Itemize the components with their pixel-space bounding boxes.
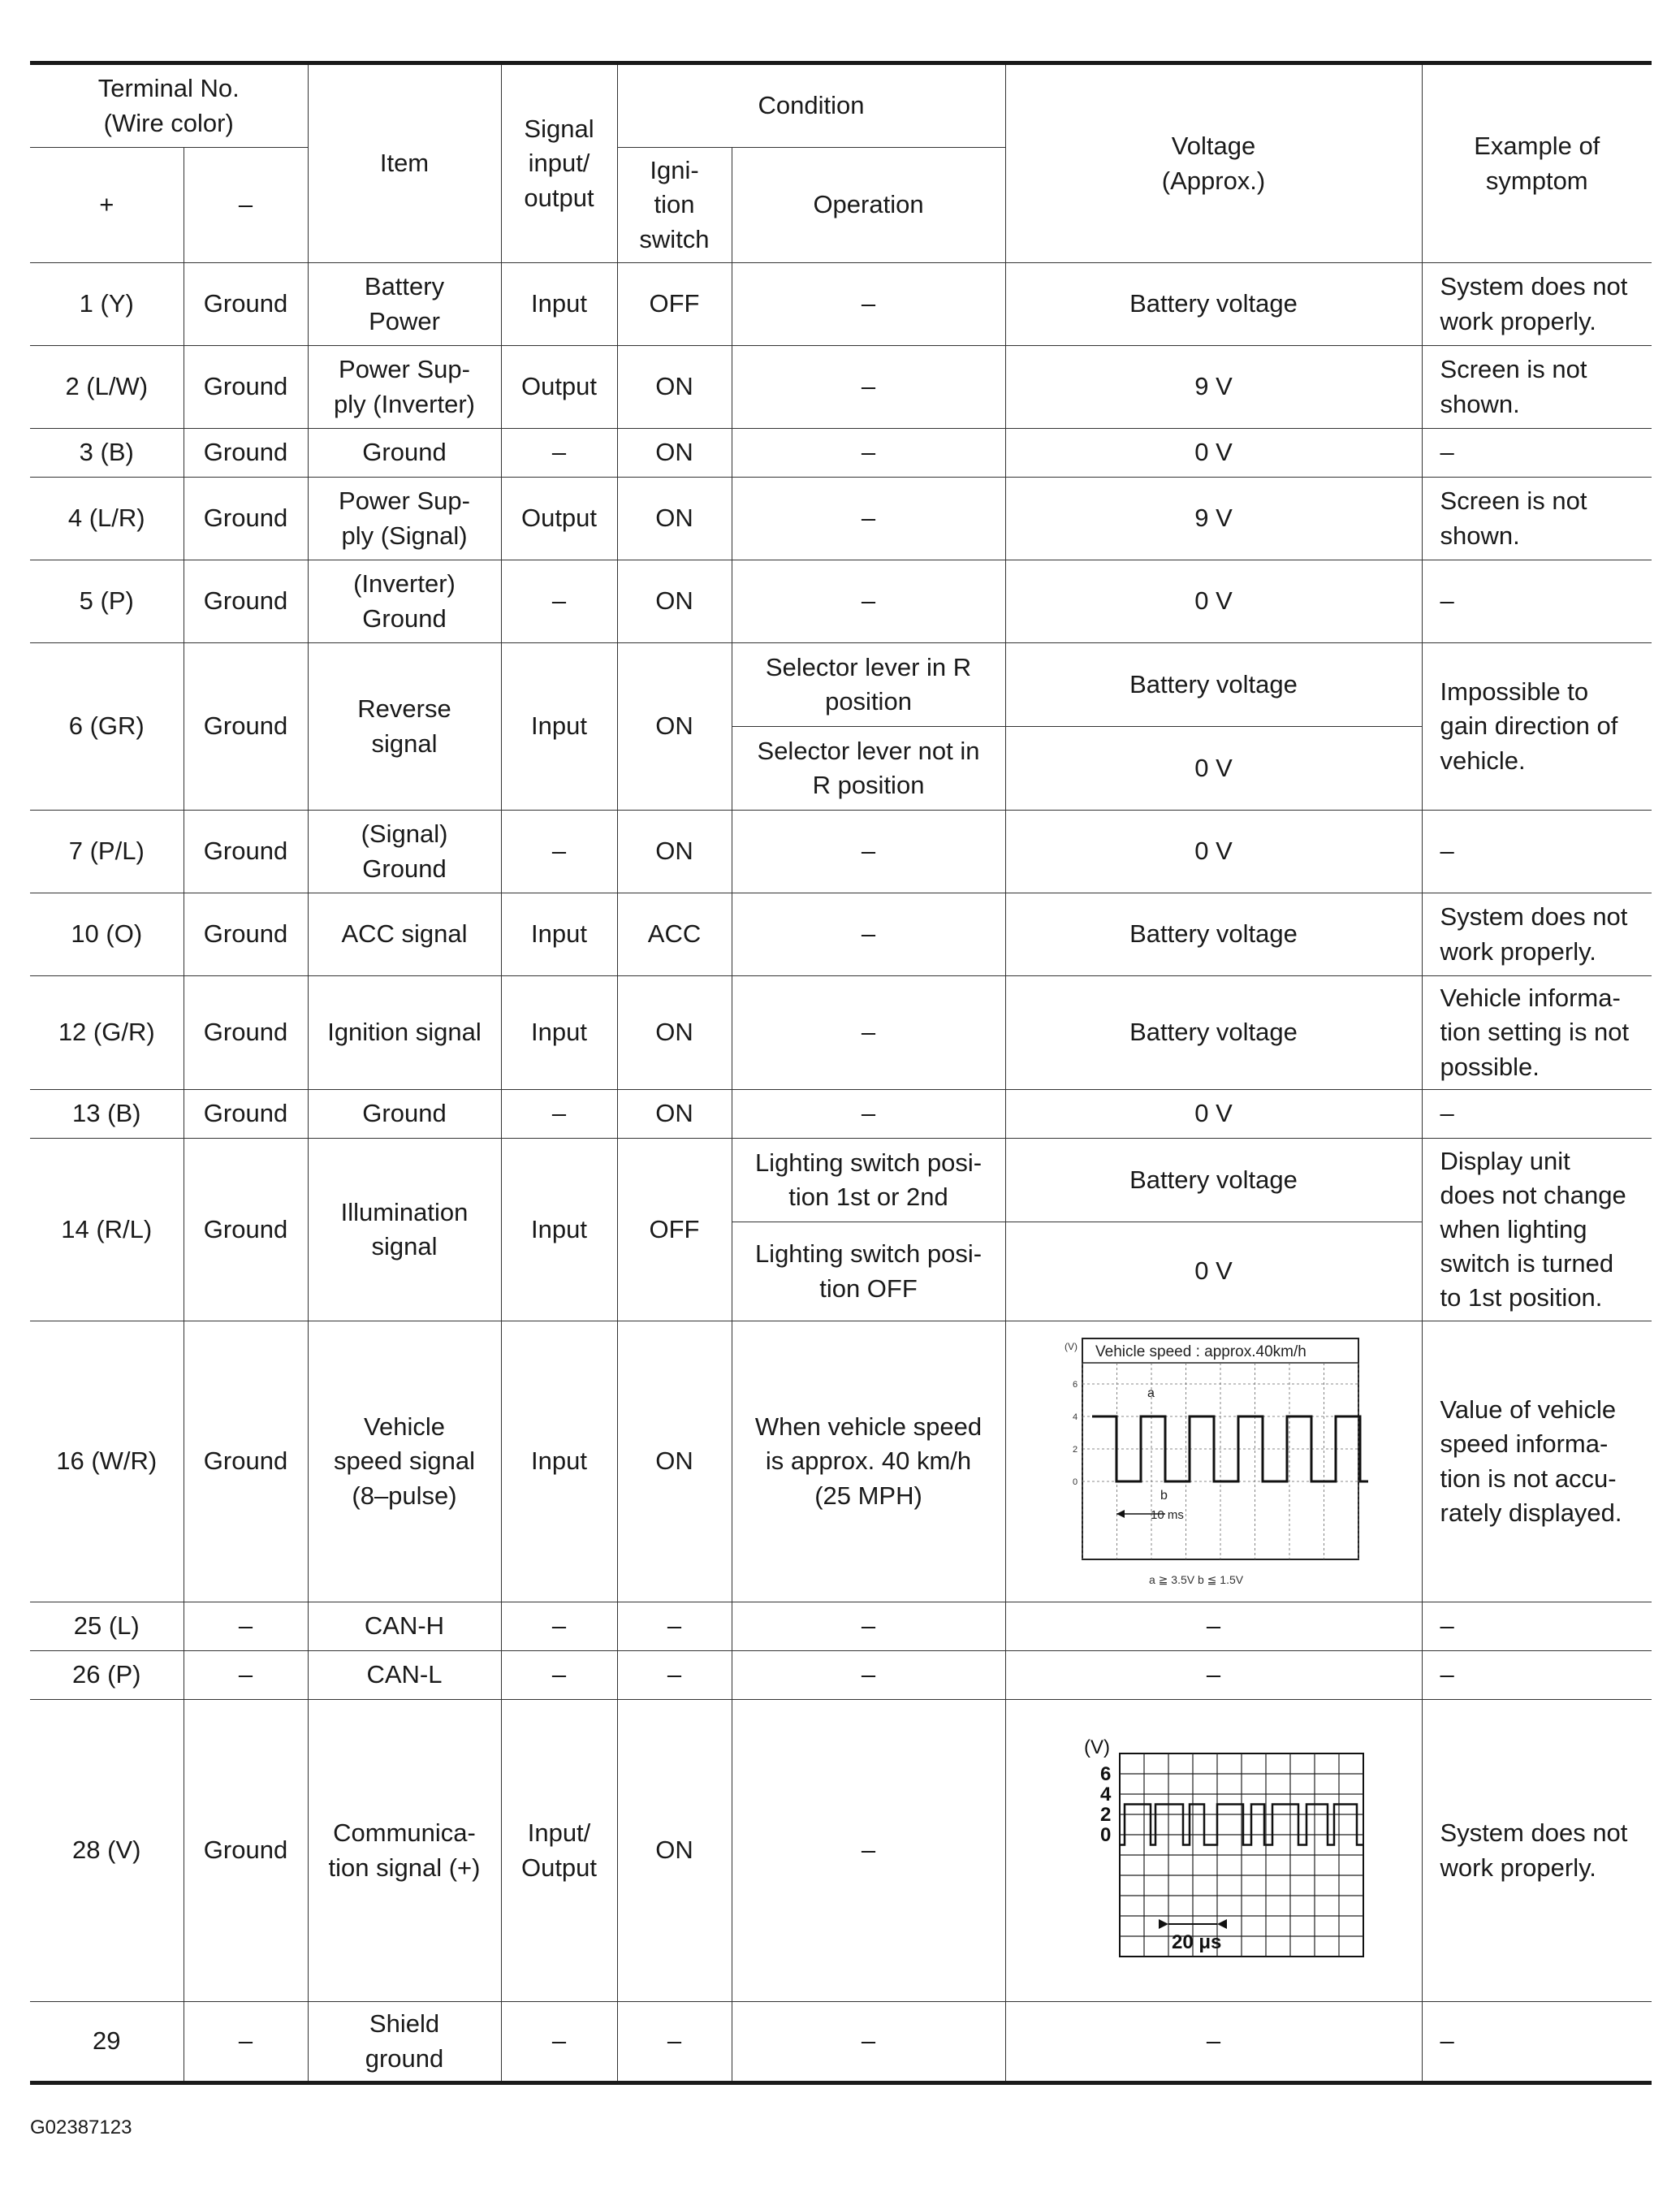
table-row xyxy=(30,1139,1652,1222)
cell-operation: – xyxy=(732,560,1005,643)
cell-ignition: OFF xyxy=(617,1139,732,1321)
cell-negative: – xyxy=(184,1602,308,1651)
waveform-comm xyxy=(1060,1729,1368,1973)
footer-code: G02387123 xyxy=(30,2117,132,2138)
cell-voltage: Battery voltage xyxy=(1005,1139,1422,1222)
cell-voltage: 9 V xyxy=(1005,346,1422,429)
cell-terminal: 26 (P) xyxy=(30,1651,184,1700)
cell-signal: – xyxy=(501,1090,617,1139)
cell-item: Reverse signal xyxy=(308,643,501,811)
table-row xyxy=(30,478,1652,560)
cell-operation: Selector lever in R position xyxy=(732,643,1005,727)
cell-negative: Ground xyxy=(184,1090,308,1139)
waveform-tick-label: 4 xyxy=(1072,1412,1078,1422)
cell-ignition: ACC xyxy=(617,893,732,976)
table-row xyxy=(30,429,1652,478)
cell-negative: – xyxy=(184,1651,308,1700)
header-terminal: Terminal No. (Wire color) xyxy=(30,63,308,148)
cell-voltage: – xyxy=(1005,1651,1422,1700)
cell-item: Vehicle speed signal (8–pulse) xyxy=(308,1321,501,1602)
cell-operation: – xyxy=(732,263,1005,346)
table-row xyxy=(30,2002,1652,2083)
cell-voltage: Battery voltage xyxy=(1005,976,1422,1090)
cell-operation: – xyxy=(732,1700,1005,2002)
cell-signal: – xyxy=(501,1651,617,1700)
cell-terminal: 13 (B) xyxy=(30,1090,184,1139)
cell-negative: Ground xyxy=(184,893,308,976)
cell-signal: – xyxy=(501,429,617,478)
waveform-tick-label: 6 xyxy=(1072,1379,1078,1390)
cell-symptom: System does not work properly. xyxy=(1422,893,1652,976)
table-row xyxy=(30,976,1652,1090)
cell-item: Shield ground xyxy=(308,2002,501,2083)
cell-signal: Output xyxy=(501,478,617,560)
waveform-title: Vehicle speed : approx.40km/h xyxy=(1095,1343,1306,1360)
table-row xyxy=(30,1321,1652,1602)
cell-operation: When vehicle speed is approx. 40 km/h (25 MPH) xyxy=(732,1321,1005,1602)
table-row xyxy=(30,1700,1652,2002)
cell-ignition: ON xyxy=(617,811,732,893)
cell-symptom: – xyxy=(1422,1602,1652,1651)
cell-symptom: – xyxy=(1422,1090,1652,1139)
cell-item: (Signal) Ground xyxy=(308,811,501,893)
cell-ignition: ON xyxy=(617,478,732,560)
cell-ignition: ON xyxy=(617,976,732,1090)
waveform-time-label: 20 μs xyxy=(1171,1931,1221,1953)
cell-signal: – xyxy=(501,2002,617,2083)
cell-signal: Input/ Output xyxy=(501,1700,617,2002)
cell-voltage: – xyxy=(1005,2002,1422,2083)
header-item: Item xyxy=(308,63,501,263)
cell-item: CAN-H xyxy=(308,1602,501,1651)
waveform-time-arrow xyxy=(1116,1510,1125,1518)
cell-terminal: 12 (G/R) xyxy=(30,976,184,1090)
cell-terminal: 14 (R/L) xyxy=(30,1139,184,1321)
table-row xyxy=(30,643,1652,727)
cell-operation: – xyxy=(732,976,1005,1090)
cell-operation: – xyxy=(732,1090,1005,1139)
cell-ignition: ON xyxy=(617,1321,732,1602)
cell-ignition: OFF xyxy=(617,263,732,346)
cell-terminal: 1 (Y) xyxy=(30,263,184,346)
waveform-unit: (V) xyxy=(1064,1340,1078,1352)
cell-signal: Input xyxy=(501,1321,617,1602)
waveform-time-arrow xyxy=(1217,1919,1227,1929)
cell-terminal: 29 xyxy=(30,2002,184,2083)
cell-voltage: Battery voltage xyxy=(1005,263,1422,346)
cell-terminal: 7 (P/L) xyxy=(30,811,184,893)
cell-terminal: 3 (B) xyxy=(30,429,184,478)
cell-operation: – xyxy=(732,1651,1005,1700)
table-row xyxy=(30,893,1652,976)
cell-voltage: 0 V xyxy=(1005,560,1422,643)
cell-voltage: Battery voltage xyxy=(1005,893,1422,976)
cell-symptom: Impossible to gain direction of vehicle. xyxy=(1422,643,1652,811)
cell-terminal: 4 (L/R) xyxy=(30,478,184,560)
waveform-unit: (V) xyxy=(1083,1736,1110,1758)
cell-operation: – xyxy=(732,346,1005,429)
cell-item: Illumination signal xyxy=(308,1139,501,1321)
cell-item: CAN-L xyxy=(308,1651,501,1700)
cell-ignition: ON xyxy=(617,346,732,429)
cell-symptom: System does not work properly. xyxy=(1422,263,1652,346)
cell-signal: – xyxy=(501,1602,617,1651)
cell-item: (Inverter) Ground xyxy=(308,560,501,643)
cell-operation: – xyxy=(732,1602,1005,1651)
cell-operation: Lighting switch posi- tion OFF xyxy=(732,1222,1005,1321)
waveform-speed xyxy=(1060,1332,1368,1592)
cell-negative: Ground xyxy=(184,1700,308,2002)
cell-symptom: – xyxy=(1422,811,1652,893)
cell-item: Ground xyxy=(308,429,501,478)
cell-voltage: Battery voltage xyxy=(1005,643,1422,727)
cell-symptom: Screen is not shown. xyxy=(1422,478,1652,560)
cell-voltage: 0 V xyxy=(1005,1090,1422,1139)
waveform-label-b: b xyxy=(1160,1488,1168,1503)
cell-negative: Ground xyxy=(184,976,308,1090)
cell-operation: – xyxy=(732,2002,1005,2083)
cell-item: Ground xyxy=(308,1090,501,1139)
cell-symptom: – xyxy=(1422,2002,1652,2083)
cell-operation: – xyxy=(732,478,1005,560)
cell-item: Power Sup- ply (Signal) xyxy=(308,478,501,560)
cell-negative: Ground xyxy=(184,1139,308,1321)
cell-ignition: ON xyxy=(617,1700,732,2002)
cell-ignition: ON xyxy=(617,643,732,811)
cell-voltage: 9 V xyxy=(1005,478,1422,560)
cell-symptom: – xyxy=(1422,429,1652,478)
header-condition: Condition xyxy=(617,63,1005,148)
cell-negative: Ground xyxy=(184,560,308,643)
cell-symptom: – xyxy=(1422,560,1652,643)
cell-voltage: 0 V xyxy=(1005,811,1422,893)
header-operation: Operation xyxy=(732,148,1005,263)
cell-voltage-waveform xyxy=(1005,1700,1422,2002)
cell-symptom: System does not work properly. xyxy=(1422,1700,1652,2002)
table-row xyxy=(30,346,1652,429)
waveform-tick-label: 6 xyxy=(1099,1762,1111,1785)
cell-terminal: 28 (V) xyxy=(30,1700,184,2002)
cell-symptom: Display unit does not change when lighting switch is turned to 1st position. xyxy=(1422,1139,1652,1321)
cell-operation: – xyxy=(732,893,1005,976)
cell-negative: Ground xyxy=(184,263,308,346)
waveform-time-label: 10 ms xyxy=(1150,1507,1184,1522)
cell-operation: Lighting switch posi- tion 1st or 2nd xyxy=(732,1139,1005,1222)
cell-operation: – xyxy=(732,811,1005,893)
waveform-time-arrow xyxy=(1159,1919,1168,1929)
cell-item: Battery Power xyxy=(308,263,501,346)
cell-signal: Input xyxy=(501,893,617,976)
cell-terminal: 10 (O) xyxy=(30,893,184,976)
cell-item: Power Sup- ply (Inverter) xyxy=(308,346,501,429)
cell-voltage: 0 V xyxy=(1005,1222,1422,1321)
cell-voltage-waveform xyxy=(1005,1321,1422,1602)
waveform-tick-label: 0 xyxy=(1072,1477,1078,1487)
terminal-table xyxy=(30,61,1652,2085)
header-voltage: Voltage (Approx.) xyxy=(1005,63,1422,263)
cell-item: Ignition signal xyxy=(308,976,501,1090)
cell-operation: – xyxy=(732,429,1005,478)
cell-ignition: – xyxy=(617,2002,732,2083)
table-row xyxy=(30,1602,1652,1651)
waveform-tick-label: 4 xyxy=(1099,1783,1111,1805)
cell-ignition: ON xyxy=(617,560,732,643)
cell-terminal: 5 (P) xyxy=(30,560,184,643)
cell-negative: Ground xyxy=(184,1321,308,1602)
cell-operation: Selector lever not in R position xyxy=(732,727,1005,811)
cell-terminal: 6 (GR) xyxy=(30,643,184,811)
waveform-label-a: a xyxy=(1147,1386,1155,1400)
waveform-tick-label: 0 xyxy=(1099,1823,1111,1846)
cell-negative: Ground xyxy=(184,643,308,811)
cell-signal: – xyxy=(501,811,617,893)
cell-voltage: 0 V xyxy=(1005,727,1422,811)
table-row xyxy=(30,811,1652,893)
cell-symptom: Screen is not shown. xyxy=(1422,346,1652,429)
cell-ignition: ON xyxy=(617,429,732,478)
cell-signal: – xyxy=(501,560,617,643)
header-symptom: Example of symptom xyxy=(1422,63,1652,263)
cell-negative: – xyxy=(184,2002,308,2083)
cell-ignition: – xyxy=(617,1602,732,1651)
cell-symptom: – xyxy=(1422,1651,1652,1700)
header-ignition: Igni- tion switch xyxy=(617,148,732,263)
cell-symptom: Vehicle informa- tion setting is not possible. xyxy=(1422,976,1652,1090)
cell-ignition: – xyxy=(617,1651,732,1700)
cell-signal: Input xyxy=(501,263,617,346)
cell-negative: Ground xyxy=(184,811,308,893)
cell-signal: Input xyxy=(501,643,617,811)
waveform-caption: a ≧ 3.5V b ≦ 1.5V xyxy=(1148,1572,1243,1586)
cell-voltage: – xyxy=(1005,1602,1422,1651)
cell-ignition: ON xyxy=(617,1090,732,1139)
header-signal: Signal input/ output xyxy=(501,63,617,263)
waveform-tick-label: 2 xyxy=(1072,1444,1078,1455)
table-row xyxy=(30,1651,1652,1700)
cell-negative: Ground xyxy=(184,429,308,478)
table-row xyxy=(30,1090,1652,1139)
waveform-tick-label: 2 xyxy=(1099,1803,1111,1826)
cell-signal: Output xyxy=(501,346,617,429)
cell-symptom: Value of vehicle speed informa- tion is not accu- rately displayed. xyxy=(1422,1321,1652,1602)
cell-signal: Input xyxy=(501,1139,617,1321)
table-row xyxy=(30,560,1652,643)
cell-negative: Ground xyxy=(184,346,308,429)
cell-item: ACC signal xyxy=(308,893,501,976)
cell-signal: Input xyxy=(501,976,617,1090)
cell-terminal: 16 (W/R) xyxy=(30,1321,184,1602)
cell-voltage: 0 V xyxy=(1005,429,1422,478)
cell-terminal: 2 (L/W) xyxy=(30,346,184,429)
cell-terminal: 25 (L) xyxy=(30,1602,184,1651)
table-row xyxy=(30,263,1652,346)
cell-item: Communica- tion signal (+) xyxy=(308,1700,501,2002)
header-minus: – xyxy=(184,148,308,263)
header-plus: + xyxy=(30,148,184,263)
cell-negative: Ground xyxy=(184,478,308,560)
